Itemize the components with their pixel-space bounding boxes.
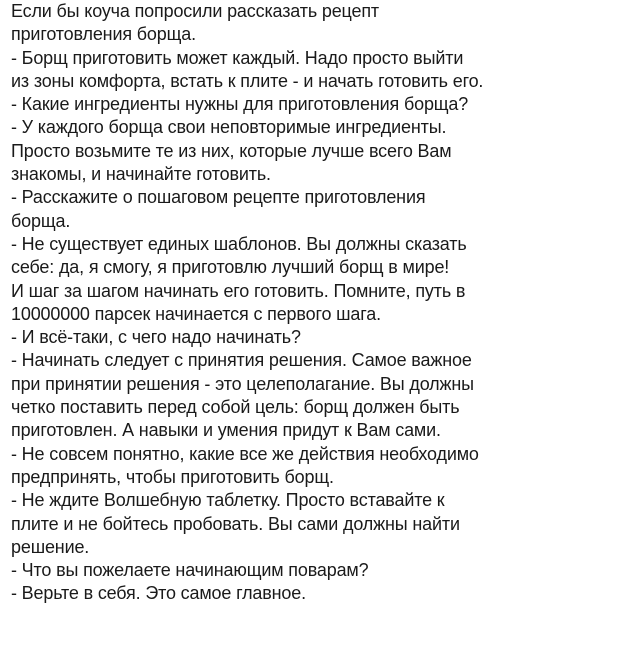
text-line: - Какие ингредиенты нужны для приготовления борща? xyxy=(11,94,469,115)
text-line: знакомы, и начинайте готовить. xyxy=(11,164,271,185)
text-line: - Не ждите Волшебную таблетку. Просто вставайте к xyxy=(11,490,445,511)
text-line: - Не совсем понятно, какие все же действия необходимо xyxy=(11,443,479,464)
text-line: - Не существует единых шаблонов. Вы должны сказать xyxy=(11,233,467,254)
text-line: - У каждого борща свои неповторимые ингредиенты. xyxy=(11,117,447,138)
text-line: борща. xyxy=(11,210,71,231)
text-line: предпринять, чтобы приготовить борщ. xyxy=(11,466,334,487)
text-line: - Верьте в себя. Это самое главное. xyxy=(11,583,306,604)
text-line: Если бы коуча попросили рассказать рецепт xyxy=(11,1,380,21)
text-line: И шаг за шагом начинать его готовить. Помните, путь в xyxy=(11,280,466,301)
text-line: из зоны комфорта, встать к плите - и начать готовить его. xyxy=(11,70,484,91)
text-line: четко поставить перед собой цель: борщ должен быть xyxy=(11,397,460,418)
text-line: себе: да, я смогу, я приготовлю лучший борщ в мире! xyxy=(11,257,450,278)
text-line: - Борщ приготовить может каждый. Надо просто выйти xyxy=(11,47,464,68)
text-line: приготовлен. А навыки и умения придут к Вам сами. xyxy=(11,420,441,441)
text-line: решение. xyxy=(11,536,90,557)
text-line: - Что вы пожелаете начинающим поварам? xyxy=(11,560,369,581)
text-line: - И всё-таки, с чего надо начинать? xyxy=(11,327,301,348)
text-line: Просто возьмите те из них, которые лучше всего Вам xyxy=(11,140,452,161)
text-line: приготовления борща. xyxy=(11,24,196,45)
text-line: при принятии решения - это целеполагание. Вы должны xyxy=(11,373,474,394)
text-line: - Расскажите о пошаговом рецепте приготовления xyxy=(11,187,426,208)
text-line: - Начинать следует с принятия решения. Самое важное xyxy=(11,350,472,371)
text-line: 10000000 парсек начинается с первого шага. xyxy=(11,303,381,324)
text-line: плите и не бойтесь пробовать. Вы сами должны найти xyxy=(11,513,460,534)
dialogue-text xyxy=(11,0,618,606)
